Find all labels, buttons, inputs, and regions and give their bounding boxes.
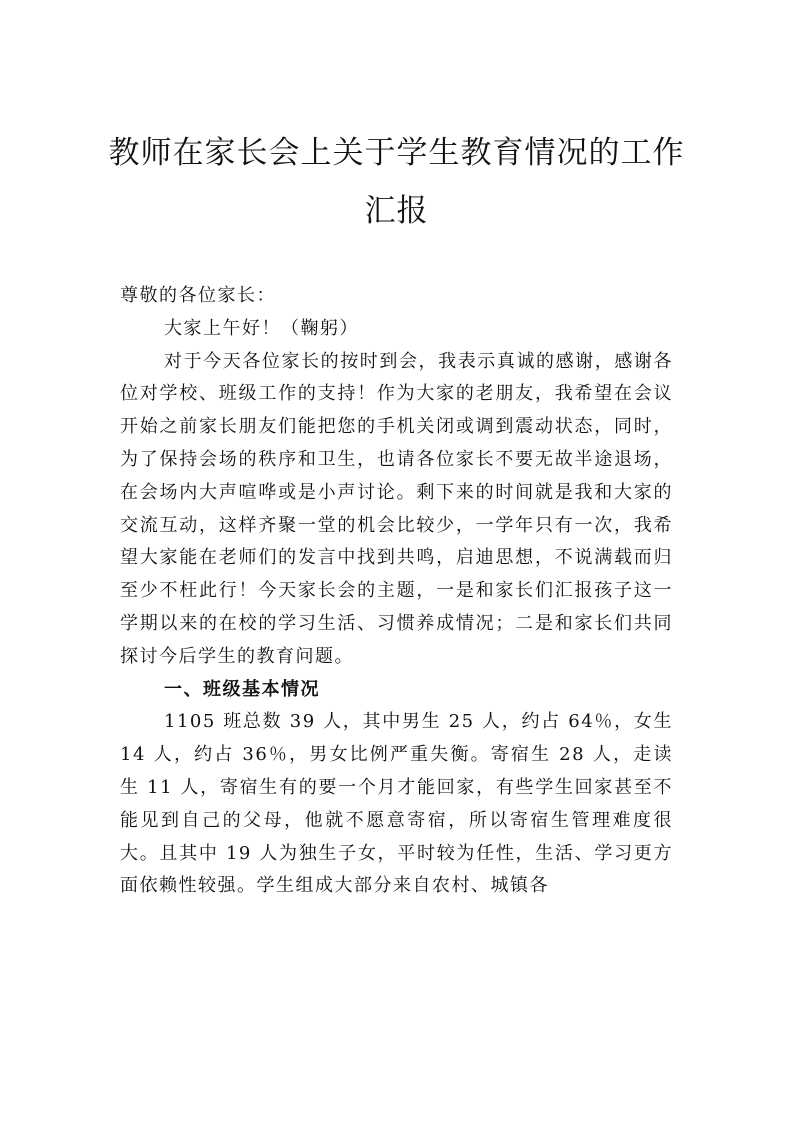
section-heading-class-info: 一、班级基本情况: [164, 678, 320, 700]
salutation: 尊敬的各位家长：: [120, 285, 276, 306]
paragraph-opening: 对于今天各位家长的按时到会，我表示真诚的感谢，感谢各位对学校、班级工作的支持！作为大家的老朋友，我希望在会议开始之前家长朋友们能把您的手机关闭或调到震动状态，同时，为了保持会场的秩序和卫生，也请各位家长不要无故半途退场，在会场内大声喧哗或是小声讨论。剩下来的时间就是我和大家的交流互动，这样齐聚一堂的机会比较少，一学年只有一次，我希望大家能在老师们的发言中找到共鸣，启迪思想，不说满载而归至少不枉此行！今天家长会的主题，一是和家长们汇报孩子这一学期以来的在校的学习生活、习惯养成情况；二是和家长们共同探讨今后学生的教育问题。: [120, 350, 673, 667]
document-body: [120, 280, 673, 903]
document-title-line-2: 汇报: [364, 193, 429, 229]
greeting: 大家上午好！（鞠躬）: [164, 317, 359, 339]
document-title-line-1: 教师在家长会上关于学生教育情况的工作: [108, 135, 685, 171]
paragraph-class-info: 1105 班总数 39 人，其中男生 25 人，约占 64％，女生 14 人，约占 36％，男女比例严重失衡。寄宿生 28 人，走读生 11 人，寄宿生有的要一个月才能回家，有些学生回家甚至不能见到自己的父母，他就不愿意寄宿，所以寄宿生管理难度很大。且其中 19 人为独生子女，平时较为任性，生活、学习更方面依赖性较强。学生组成大部分来自农村、城镇各: [120, 711, 673, 897]
